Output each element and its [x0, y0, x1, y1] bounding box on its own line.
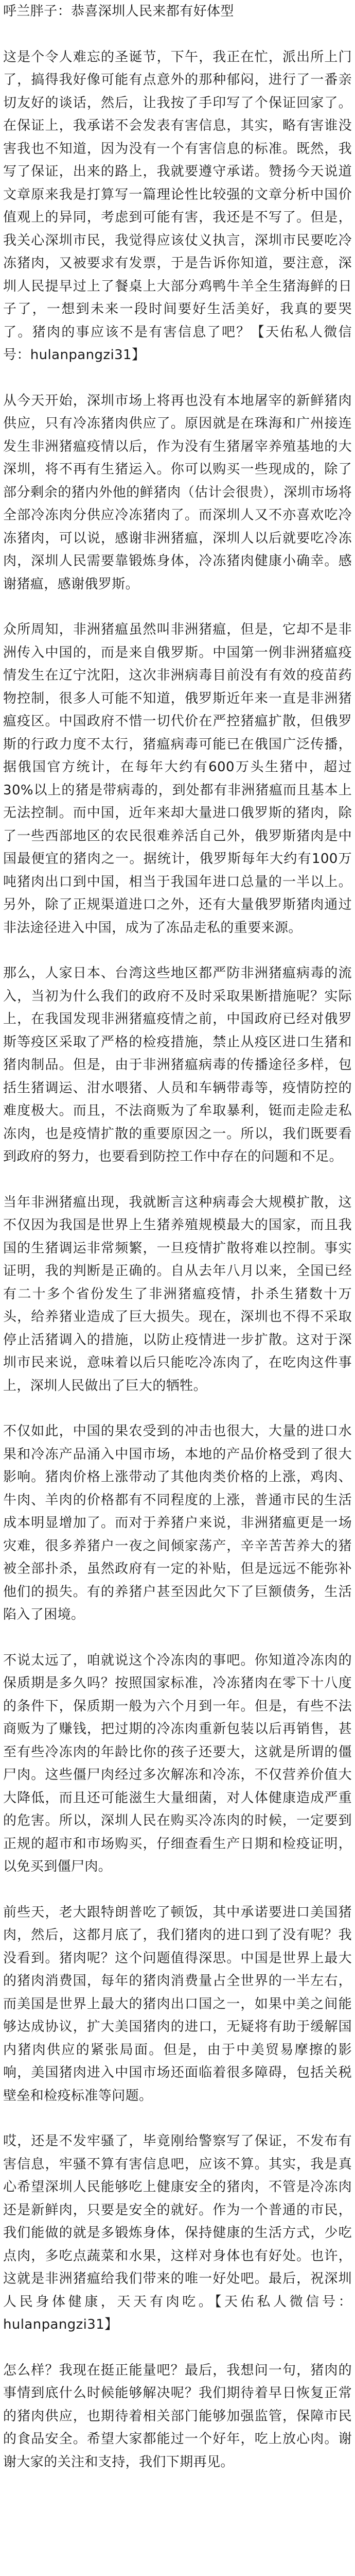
paragraph-police-visit: 这是个令人难忘的圣诞节，下午，我正在忙，派出所上门了，搞得我好像可能有点意外的那种郁闷，进行了一番亲切友好的谈话，然后，让我按了手印写了个保证回家了。在保证上，我承诺不会发表有害信息，其实，略有害谁没害我也不知道，因为没有一个有害信息的标准。既然，我写了保证，出来的路上，我就要遵守承诺。赞扬今天说道文章原来我是打算写一篇理论性比较强的文章分析中国价值观上的异同，考虑到可能有害，我还是不写了。但是，我关心深圳市民，我觉得应该仗义执言，深圳市民要吃冷冻猪肉，又被要求有发票，于是告诉你知道，要注意，深圳人民提早过上了餐桌上大部分鸡鸭牛羊全生猪海鲜的日子了，一想到未来一段时间要好生活美好，我真的要哭了。猪肉的事应该不是有害信息了吧？【天佑私人微信号：hulanpangzi31】: [3, 49, 352, 363]
paragraph-final-question: 怎么样？我现在挺正能量吧？最后，我想问一句，猪肉的事情到底什么时候能够解决呢？我们期待着早日恢复正常的猪肉供应，也期待着相关部门能够加强监管，保障市民的食品安全。希望大家都能过一个好年，吃上放心肉。谢谢大家的关注和支持，我们下期再见。: [3, 2362, 352, 2470]
paragraph-import-control: 那么，人家日本、台湾这些地区都严防非洲猪瘟病毒的流入，当初为什么我们的政府不及时采取果断措施呢？实际上，在我国发现非洲猪瘟疫情之前，中国政府已经对俄罗斯等疫区采取了严格的检疫措施，禁止从疫区进口生猪和猪肉制品。但是，由于非洲猪瘟病毒的传播途径多样，包括生猪调运、泔水喂猪、人员和车辆带毒等，疫情防控的难度极大。而且，不法商贩为了牟取暴利，铤而走险走私冻肉，也是疫情扩散的重要原因之一。所以，我们既要看到政府的努力，也要看到防控工作中存在的问题和不足。: [3, 965, 352, 1164]
article-title-line: 呼兰胖子：恭喜深圳人民来都有好体型: [3, 4, 234, 19]
paragraph-frozen-meat-safety: 不说太远了，咱就说这个冷冻肉的事吧。你知道冷冻肉的保质期是多久吗？按照国家标准，冷冻猪肉在零下十八度的条件下，保质期一般为六个月到一年。但是，有些不法商贩为了赚钱，把过期的冷冻肉重新包装以后再销售，甚至有些冷冻肉的年龄比你的孩子还要大，这就是所谓的僵尸肉。这些僵尸肉经过多次解冻和冷冻，不仅营养价值大大降低，而且还可能滋生大量细菌，对人体健康造成严重的危害。所以，深圳人民在购买冷冻肉的时候，一定要到正规的超市和市场购买，仔细查看生产日期和检疫证明，以免买到僵尸肉。: [3, 1652, 352, 1874]
paragraph-swine-fever-origin: 众所周知，非洲猪瘟虽然叫非洲猪瘟，但是，它却不是非洲传入中国的，而是来自俄罗斯。中国第一例非洲猪瘟疫情发生在辽宁沈阳，这次非洲病毒目前没有有效的疫苗药物控制，很多人可能不知道，俄罗斯近年来一直是非洲猪瘟疫区。中国政府不惜一切代价在严控猪瘟扩散，但俄罗斯的行政力度不太行，猪瘟病毒可能已在俄国广泛传播，据俄国官方统计，在每年大约有600万头生猪中，超过30%以上的猪是带病毒的，到处都有非洲猪瘟而且基本上无法控制。而中国，近年来却大量进口俄罗斯的猪肉，除了一些西部地区的农民很难养活自己外，俄罗斯猪肉是中国最便宜的猪肉之一。据统计，俄罗斯每年大约有100万吨猪肉出口到中国，相当于我国年进口总量的一半以上。另外，除了正规渠道进口之外，还有大量俄罗斯猪肉通过非法途径进入中国，成为了冻品走私的重要来源。: [3, 622, 352, 936]
paragraph-frozen-pork-supply: 从今天开始，深圳市场上将再也没有本地屠宰的新鲜猪肉供应，只有冷冻猪肉供应了。原因就是在珠海和广州接连发生非洲猪瘟疫情以后，作为没有生猪屠宰养殖基地的大深圳，将不再有生猪运入。你可以购买一些现成的，除了部分剩余的猪内外他的鲜猪肉（估计会很贵），深圳市场将全部冷冻肉分供应冷冻猪肉了。而深圳人又不亦喜欢吃冷冻猪肉，可以说，感谢非洲猪瘟，深圳人以后就要吃冷冻肉，深圳人民需要靠锻炼身体，冷冻猪肉健康小确幸。感谢猪瘟，感谢俄罗斯。: [3, 393, 352, 592]
paragraph-epidemic-spread: 当年非洲猪瘟出现，我就断言这种病毒会大规模扩散，这不仅因为我国是世界上生猪养殖规模最大的国家，而且我国的生猪调运非常频繁，一旦疫情扩散将难以控制。事实证明，我的判断是正确的。自从去年八月以来，全国已经有二十多个省份发生了非洲猪瘟疫情，扑杀生猪数十万头，给养猪业造成了巨大损失。现在，深圳也不得不采取停止活猪调入的措施，以防止疫情进一步扩散。这对于深圳市民来说，意味着以后只能吃冷冻肉了，在吃肉这件事上，深圳人民做出了巨大的牺牲。: [3, 1194, 352, 1394]
paragraph-us-pork-imports: 前些天，老大跟特朗普吃了顿饭，其中承诺要进口美国猪肉，然后，这都月底了，我们猪肉的进口到了没有呢？我没看到。猪肉呢？这个问题值得深思。中国是世界上最大的猪肉消费国，每年的猪肉消费量占全世界的一半左右，而美国是世界上最大的猪肉出口国之一，如果中美之间能够达成协议，扩大美国猪肉的进口，无疑将有助于缓解国内猪肉供应的紧张局面。但是，由于中美贸易摩擦的影响，美国猪肉进入中国市场还面临着很多障碍，包括关税壁垒和检疫标准等问题。: [3, 1904, 352, 2104]
paragraph-closing-remarks: 哎，还是不发牢骚了，毕竟刚给警察写了保证，不发布有害信息，牢骚不算有害信息吧，应该不算。其实，我是真心希望深圳人民能够吃上健康安全的猪肉，不管是冷冻肉还是新鲜肉，只要是安全的就好。作为一个普通的市民，我们能做的就是多锻炼身体，保持健康的生活方式，少吃点肉，多吃点蔬菜和水果，这样对身体也有好处。也许，这就是非洲猪瘟给我们带来的唯一好处吧。最后，祝深圳人民身体健康，天天有肉吃。【天佑私人微信号：hulanpangzi31】: [3, 2133, 352, 2332]
paragraph-market-impact: 不仅如此，中国的果农受到的冲击也很大，大量的进口水果和冷冻产品涌入中国市场，本地的产品价格受到了很大影响。猪肉价格上涨带动了其他肉类价格的上涨，鸡肉、牛肉、羊肉的价格都有不同程度的上涨，普通市民的生活成本明显增加了。而对于养猪户来说，非洲猪瘟更是一场灾难，很多养猪户一夜之间倾家荡产，辛辛苦苦养大的猪被全部扑杀，虽然政府有一定的补贴，但是远远不能弥补他们的损失。有的养猪户甚至因此欠下了巨额债务，生活陷入了困境。: [3, 1423, 352, 1622]
